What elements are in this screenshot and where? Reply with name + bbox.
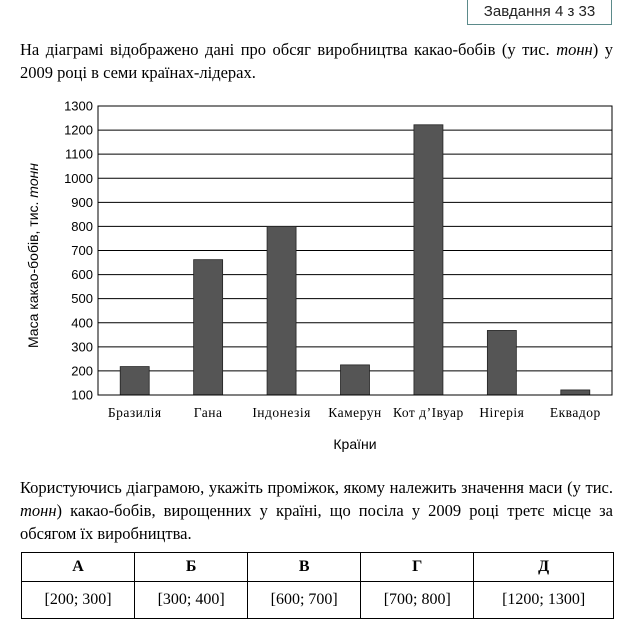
intro-text-part2: ) у 2009 році в семи країнах-лідерах. bbox=[20, 40, 614, 82]
bar bbox=[414, 125, 443, 395]
x-category-label: Нігерія bbox=[479, 405, 525, 420]
task-counter-badge: Завдання 4 з 33 bbox=[467, 0, 612, 25]
y-tick-label: 700 bbox=[71, 243, 93, 258]
answer-option-h[interactable]: [700; 800] bbox=[361, 582, 474, 619]
y-tick-label: 600 bbox=[71, 267, 93, 283]
y-tick-label: 1200 bbox=[64, 122, 93, 138]
answer-options-row bbox=[22, 582, 614, 619]
x-axis-label: Країни bbox=[333, 436, 377, 452]
question-text bbox=[20, 476, 613, 545]
y-tick-label: 300 bbox=[71, 339, 93, 355]
question-text-part2: ) какао-бобів, вирощенних у країні, що посіла у 2009 році третє місце за обсягом їх виробництва. bbox=[20, 501, 613, 543]
answer-letter-b: Б bbox=[135, 553, 248, 582]
y-tick-label: 400 bbox=[71, 315, 93, 331]
y-tick-label: 200 bbox=[71, 363, 93, 379]
y-tick-label: 800 bbox=[71, 218, 93, 234]
x-category-label: Еквадор bbox=[549, 405, 601, 420]
answer-table bbox=[21, 552, 614, 619]
y-tick-label: 1100 bbox=[65, 146, 93, 162]
chart-bars bbox=[120, 125, 590, 395]
bar bbox=[120, 367, 149, 395]
answer-letter-d: Д bbox=[474, 553, 614, 582]
question-text-part1: Користуючись діаграмою, укажіть проміжок, якому належить значення маси (у тис. bbox=[20, 478, 613, 497]
question-unit: тонн bbox=[20, 501, 57, 520]
bar bbox=[194, 260, 223, 395]
bar bbox=[341, 365, 370, 395]
x-category-label: Гана bbox=[193, 405, 223, 420]
bar bbox=[267, 226, 296, 395]
x-category-label: Бразилія bbox=[107, 405, 162, 420]
y-tick-label: 1000 bbox=[64, 170, 93, 186]
answer-letter-v: В bbox=[248, 553, 361, 582]
y-tick-label: 500 bbox=[71, 291, 93, 307]
x-category-label: Кот д’Івуар bbox=[393, 405, 464, 420]
answer-letter-a: А bbox=[22, 553, 135, 582]
answer-option-v[interactable]: [600; 700] bbox=[248, 582, 361, 619]
intro-text-part1: На діаграмі відображено дані про обсяг виробництва какао-бобів (у тис. bbox=[20, 40, 557, 59]
y-tick-label: 100 bbox=[71, 387, 93, 403]
answer-letter-h: Г bbox=[361, 553, 474, 582]
bar bbox=[561, 390, 590, 395]
bar bbox=[487, 330, 516, 395]
answer-option-a[interactable]: [200; 300] bbox=[22, 582, 135, 619]
y-tick-label: 1300 bbox=[64, 98, 93, 114]
x-category-label: Камерун bbox=[328, 405, 382, 420]
x-axis-categories bbox=[108, 405, 601, 420]
y-axis-label: Маса какао-бобів, тис. тонн bbox=[25, 162, 41, 349]
chart-gridlines bbox=[98, 106, 612, 395]
y-tick-label: 900 bbox=[71, 194, 93, 210]
answer-option-d[interactable]: [1200; 1300] bbox=[474, 582, 614, 619]
y-axis-ticks bbox=[64, 99, 93, 403]
x-category-label: Індонезія bbox=[252, 405, 311, 420]
intro-unit: тонн bbox=[556, 40, 593, 59]
answer-letters-row bbox=[22, 553, 614, 582]
answer-option-b[interactable]: [300; 400] bbox=[135, 582, 248, 619]
